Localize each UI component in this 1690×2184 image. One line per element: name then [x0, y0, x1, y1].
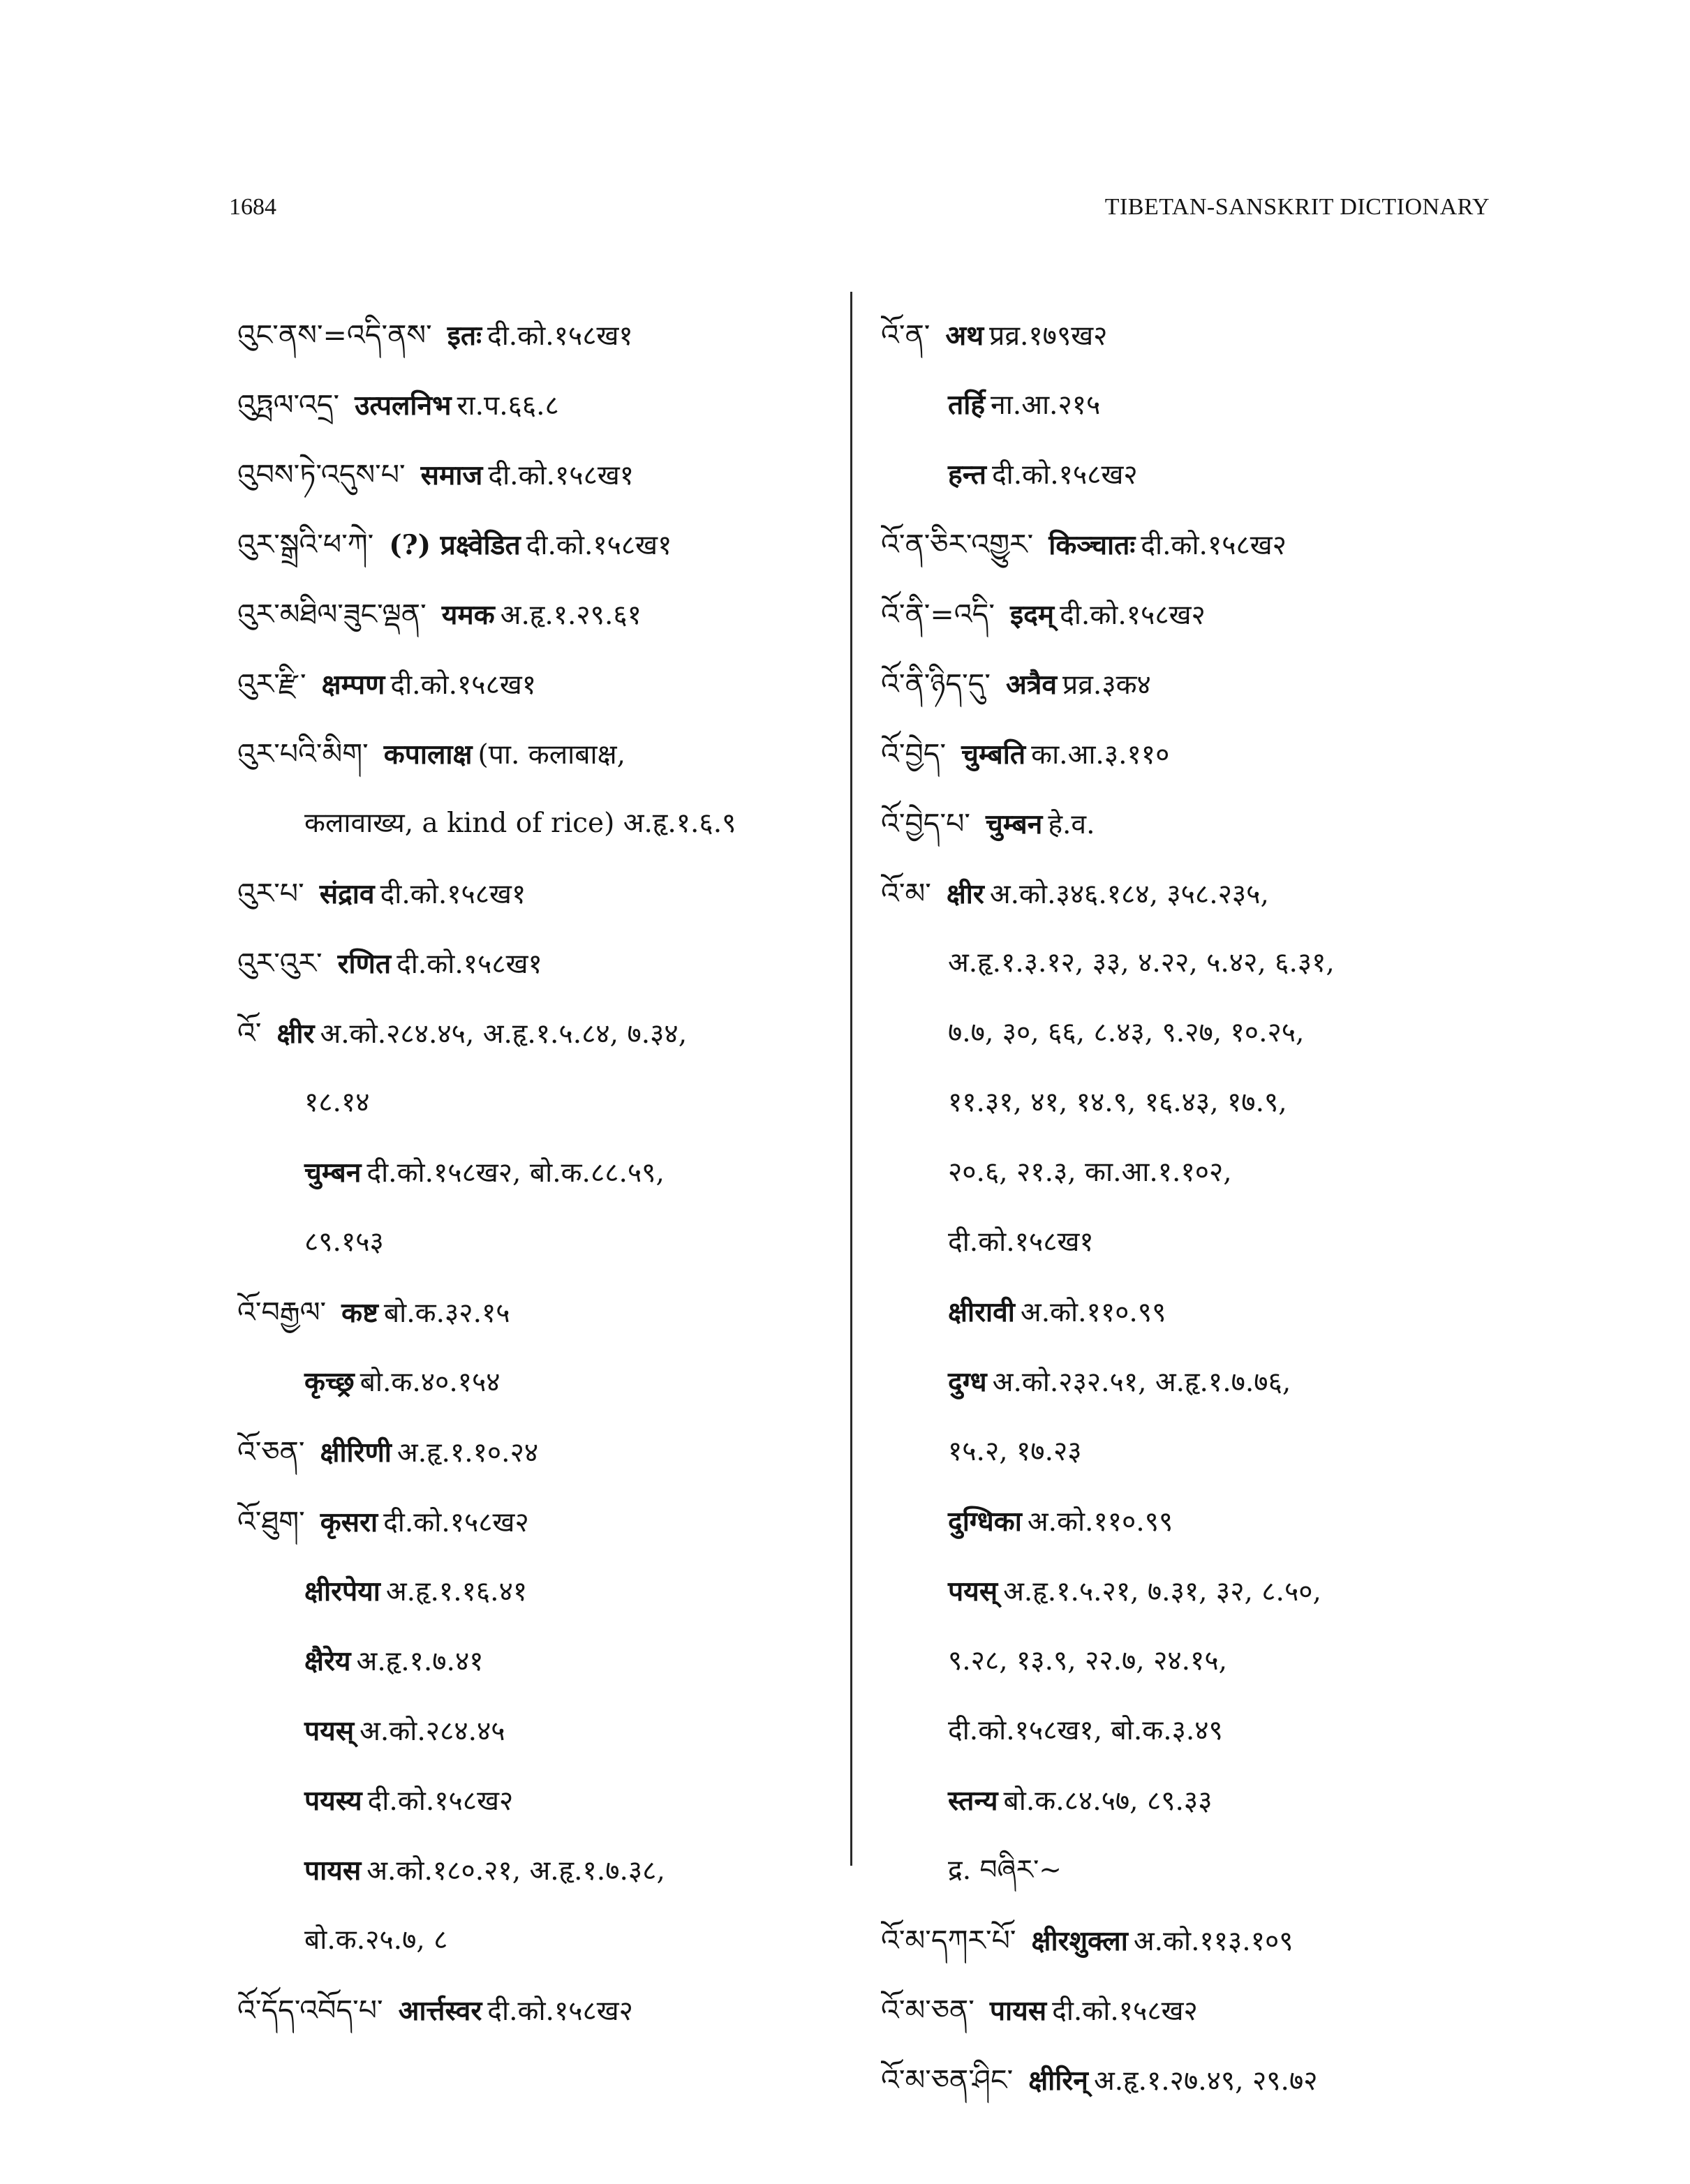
- tibetan-term: འུར་པའི་མིག་: [237, 737, 369, 771]
- dictionary-line: [881, 1487, 1509, 1557]
- sanskrit-headword: चुम्बन: [985, 808, 1043, 840]
- sanskrit-headword: इदम्: [1009, 599, 1055, 631]
- source-reference: बो.क.८४.५७, ८९.३३: [1003, 1785, 1213, 1817]
- source-reference: अ.को.१८०.२१, अ.हृ.१.७.३८,: [366, 1855, 665, 1887]
- dictionary-line: [881, 1906, 1509, 1975]
- source-reference: प्रव्र.१७९ख२: [989, 320, 1108, 352]
- source-reference: अ.को.११३.१०९: [1133, 1926, 1294, 1957]
- dictionary-line: [881, 1417, 1509, 1487]
- dictionary-line: [237, 1626, 838, 1696]
- page-header: [0, 194, 1690, 236]
- source-reference: दी.को.१५८ख१: [390, 669, 537, 701]
- dictionary-line: [237, 789, 838, 859]
- dictionary-line: [237, 1557, 838, 1626]
- dictionary-line: [237, 719, 838, 789]
- sanskrit-headword: कृच्छ्र: [304, 1366, 355, 1398]
- source-reference: दी.को.१५८ख१: [380, 879, 526, 910]
- source-reference: दी.को.१५८ख२: [1141, 530, 1287, 561]
- dictionary-line: [881, 1068, 1509, 1138]
- tibetan-term: འོ་བརྒྱལ་: [237, 1295, 327, 1329]
- source-reference: दी.को.१५८ख२: [991, 459, 1138, 491]
- sanskrit-headword: रणित: [337, 948, 392, 980]
- source-reference: अ.को.११०.९९: [1020, 1297, 1166, 1328]
- source-reference: दी.को.१५८ख२, बो.क.८८.५९,: [366, 1157, 665, 1189]
- tibetan-term: འུང་ནས་=འདི་ནས་: [237, 318, 432, 352]
- column-divider: [850, 292, 852, 1866]
- source-reference: बो.क.३२.१५: [383, 1298, 510, 1329]
- dictionary-line: [881, 998, 1509, 1068]
- dictionary-line: [237, 998, 838, 1068]
- dictionary-line: [237, 1208, 838, 1277]
- sanskrit-headword: दुग्ध: [948, 1366, 987, 1398]
- source-reference: (पा. कलाबाक्ष,: [477, 739, 625, 771]
- dictionary-line: [237, 1068, 838, 1138]
- dictionary-line: [881, 859, 1509, 928]
- source-reference: द्र. བཞིར་~: [948, 1855, 1062, 1886]
- dictionary-line: [881, 1347, 1509, 1417]
- sanskrit-headword: दुग्धिका: [948, 1506, 1022, 1538]
- dictionary-line: [237, 928, 838, 998]
- sanskrit-headword: हन्त: [948, 459, 986, 491]
- tibetan-term: འོ་ཐུག་: [237, 1505, 305, 1538]
- dictionary-line: [881, 1277, 1509, 1347]
- running-title: TIBETAN-SANSKRIT DICTIONARY: [1104, 194, 1490, 220]
- tibetan-term: འོ་མ་: [881, 877, 931, 910]
- source-reference: अ.हृ.१.७.४१: [356, 1646, 484, 1677]
- source-reference: बो.क.२५.७, ८: [304, 1924, 448, 1956]
- sanskrit-headword: क्षीर: [276, 1018, 315, 1050]
- tibetan-term: འོ་ན་ཅིར་འགྱུར་: [881, 528, 1034, 561]
- source-reference: दी.को.१५८ख१, बो.क.३.४९: [948, 1715, 1223, 1746]
- source-reference: दी.को.१५८ख२: [383, 1507, 529, 1538]
- sanskrit-headword: (?) प्रक्ष्वेडित: [389, 529, 521, 561]
- dictionary-line: [881, 440, 1509, 510]
- dictionary-line: [881, 1626, 1509, 1696]
- source-reference: प्रव्र.३क४: [1062, 669, 1151, 701]
- sanskrit-headword: क्षीर: [946, 878, 984, 910]
- sanskrit-headword: अथ: [945, 320, 984, 352]
- source-reference: दी.को.१५८ख१: [487, 320, 633, 352]
- source-reference: अ.को.२८४.४५: [360, 1716, 505, 1747]
- source-reference: ११.३१, ४१, १४.९, १६.४३, १७.९,: [948, 1087, 1287, 1118]
- source-reference: ना.आ.२१५: [991, 389, 1101, 421]
- dictionary-line: [881, 300, 1509, 370]
- sanskrit-headword: क्षीरशुक्ला: [1031, 1925, 1128, 1957]
- tibetan-term: འུར་རྫི་: [237, 667, 306, 701]
- dictionary-line: [881, 2045, 1509, 2115]
- page-number: 1684: [229, 194, 276, 220]
- source-reference: का.आ.३.११०: [1031, 739, 1170, 771]
- source-reference: २०.६, २१.३, का.आ.१.१०२,: [948, 1157, 1232, 1188]
- sanskrit-headword: कृसरा: [320, 1506, 378, 1538]
- source-reference: अ.को.२८४.४५, अ.हृ.१.५.८४, ७.३४,: [320, 1018, 688, 1050]
- dictionary-line: [881, 719, 1509, 789]
- source-reference: दी.को.१५८ख१: [526, 530, 672, 561]
- source-reference: बो.क.४०.१५४: [360, 1367, 501, 1398]
- dictionary-line: [237, 1696, 838, 1766]
- source-reference: रा.प.६६.८: [457, 390, 559, 422]
- sanskrit-headword: समाज: [420, 459, 483, 491]
- dictionary-line: [237, 1487, 838, 1557]
- sanskrit-headword: कष्ट: [341, 1297, 378, 1329]
- dictionary-line: [237, 1417, 838, 1487]
- sanskrit-headword: कपालाक्ष: [383, 738, 473, 771]
- source-reference: अ.हृ.१.२७.४९, २९.७२: [1093, 2065, 1318, 2097]
- source-reference: अ.को.११०.९९: [1027, 1506, 1173, 1538]
- tibetan-term: འུར་འུར་: [237, 946, 323, 980]
- tibetan-term: འུབས་ཏེ་འདུས་པ་: [237, 458, 406, 491]
- source-reference: ८९.१५३: [304, 1226, 384, 1258]
- dictionary-line: [881, 1138, 1509, 1208]
- source-reference: अ.हृ.१.३.१२, ३३, ४.२२, ५.४२, ६.३१,: [948, 947, 1335, 979]
- source-reference: दी.को.१५८ख२: [487, 1996, 633, 2027]
- source-reference: अ.हृ.१.१६.४१: [385, 1576, 528, 1607]
- sanskrit-headword: स्तन्य: [948, 1785, 998, 1817]
- dictionary-line: [237, 649, 838, 719]
- dictionary-line: [881, 579, 1509, 649]
- sanskrit-headword: संद्राव: [319, 878, 375, 910]
- sanskrit-headword: यमक: [441, 599, 495, 631]
- source-reference: १८.१४: [304, 1087, 370, 1118]
- dictionary-line: [237, 579, 838, 649]
- sanskrit-headword: चुम्बन: [304, 1157, 362, 1189]
- source-reference: अ.हृ.१.१०.२४: [396, 1437, 539, 1469]
- dictionary-line: [237, 1836, 838, 1906]
- tibetan-term: འོ་མ་ཅན་: [881, 1993, 974, 2027]
- sanskrit-headword: क्षीरिन्: [1028, 2065, 1088, 2097]
- sanskrit-headword: पयस्: [304, 1715, 355, 1747]
- dictionary-line: [237, 440, 838, 510]
- dictionary-line: [881, 1557, 1509, 1626]
- sanskrit-headword: क्षीरिणी: [320, 1436, 392, 1469]
- source-reference: दी.को.१५८ख२: [367, 1785, 514, 1817]
- dictionary-line: [881, 789, 1509, 859]
- source-reference: ९.२८, १३.९, २२.७, २४.१५,: [948, 1645, 1228, 1677]
- source-reference: दी.को.१५८ख१: [948, 1226, 1094, 1258]
- sanskrit-headword: अत्रैव: [1006, 669, 1058, 701]
- dictionary-line: [881, 1975, 1509, 2045]
- source-reference: दी.को.१५८ख१: [396, 949, 542, 980]
- dictionary-line: [237, 1347, 838, 1417]
- dictionary-line: [881, 1836, 1509, 1906]
- sanskrit-headword: तर्हि: [948, 389, 986, 421]
- tibetan-term: འུར་མཐིལ་ཟུང་ལྡན་: [237, 597, 427, 631]
- dictionary-line: [237, 1138, 838, 1208]
- dictionary-line: [237, 859, 838, 928]
- dictionary-line: [237, 1975, 838, 2045]
- tibetan-term: འུཏྤལ་འདྲ་: [237, 388, 340, 422]
- source-reference: दी.को.१५८ख२: [1060, 600, 1206, 631]
- source-reference: १५.२, १७.२३: [948, 1436, 1082, 1467]
- source-reference: अ.को.२३२.५१, अ.हृ.१.७.७६,: [992, 1367, 1291, 1398]
- tibetan-term: འོ་བྱེད་: [881, 737, 947, 771]
- tibetan-term: འོ་མ་དཀར་པོ་: [881, 1924, 1016, 1957]
- sanskrit-headword: क्षीरावी: [948, 1296, 1015, 1328]
- dictionary-line: [881, 510, 1509, 579]
- sanskrit-headword: पायस: [989, 1995, 1047, 2027]
- sanskrit-headword: क्षैरेय: [304, 1645, 351, 1677]
- sanskrit-headword: पायस: [304, 1855, 362, 1887]
- dictionary-line: [881, 1696, 1509, 1766]
- dictionary-line: [237, 1906, 838, 1975]
- source-reference: कलावाख्य, a kind of rice) अ.हृ.१.६.९: [304, 808, 736, 839]
- tibetan-term: འོ་: [237, 1016, 262, 1050]
- sanskrit-headword: उत्पलनिभ: [355, 389, 452, 422]
- sanskrit-headword: क्षम्पण: [321, 669, 385, 701]
- right-column: [881, 300, 1509, 2115]
- sanskrit-headword: क्षीरपेया: [304, 1575, 380, 1607]
- dictionary-line: [881, 928, 1509, 998]
- tibetan-term: འུར་པ་: [237, 877, 304, 910]
- tibetan-term: འོ་ནི་ཉིད་དུ་: [881, 667, 991, 701]
- source-reference: दी.को.१५८ख१: [488, 460, 635, 491]
- tibetan-term: འོ་ན་: [881, 318, 931, 352]
- sanskrit-headword: चुम्बति: [961, 738, 1026, 771]
- dictionary-line: [237, 1766, 838, 1836]
- dictionary-line: [237, 300, 838, 370]
- dictionary-line: [881, 1208, 1509, 1277]
- sanskrit-headword: पयस्य: [304, 1785, 362, 1817]
- source-reference: अ.हृ.१.२९.६१: [500, 600, 642, 631]
- tibetan-term: འོ་དོད་འབོད་པ་: [237, 1993, 383, 2027]
- sanskrit-headword: इतः: [447, 320, 482, 352]
- source-reference: हे.व.: [1048, 809, 1095, 840]
- left-column: [237, 300, 838, 2045]
- dictionary-line: [881, 370, 1509, 440]
- source-reference: दी.को.१५८ख२: [1052, 1996, 1198, 2027]
- source-reference: ७.७, ३०, ६६, ८.४३, ९.२७, १०.२५,: [948, 1017, 1305, 1048]
- sanskrit-headword: आर्त्तस्वर: [398, 1995, 482, 2027]
- dictionary-line: [237, 370, 838, 440]
- sanskrit-headword: किञ्चातः: [1048, 529, 1136, 561]
- tibetan-term: འོ་ཅན་: [237, 1435, 305, 1469]
- dictionary-line: [881, 649, 1509, 719]
- dictionary-line: [881, 1766, 1509, 1836]
- source-reference: अ.को.३४६.१८४, ३५८.२३५,: [989, 879, 1269, 910]
- sanskrit-headword: पयस्: [948, 1575, 998, 1607]
- tibetan-term: འོ་མ་ཅན་ཤིང་: [881, 2063, 1014, 2097]
- tibetan-term: འོ་ནི་=འདི་: [881, 597, 995, 631]
- tibetan-term: འོ་བྱེད་པ་: [881, 807, 970, 840]
- dictionary-line: [237, 510, 838, 579]
- tibetan-term: འུར་སྒྲའི་ཕ་ཀེ་: [237, 528, 374, 561]
- dictionary-line: [237, 1277, 838, 1347]
- source-reference: अ.हृ.१.५.२१, ७.३१, ३२, ८.५०,: [1003, 1576, 1321, 1607]
